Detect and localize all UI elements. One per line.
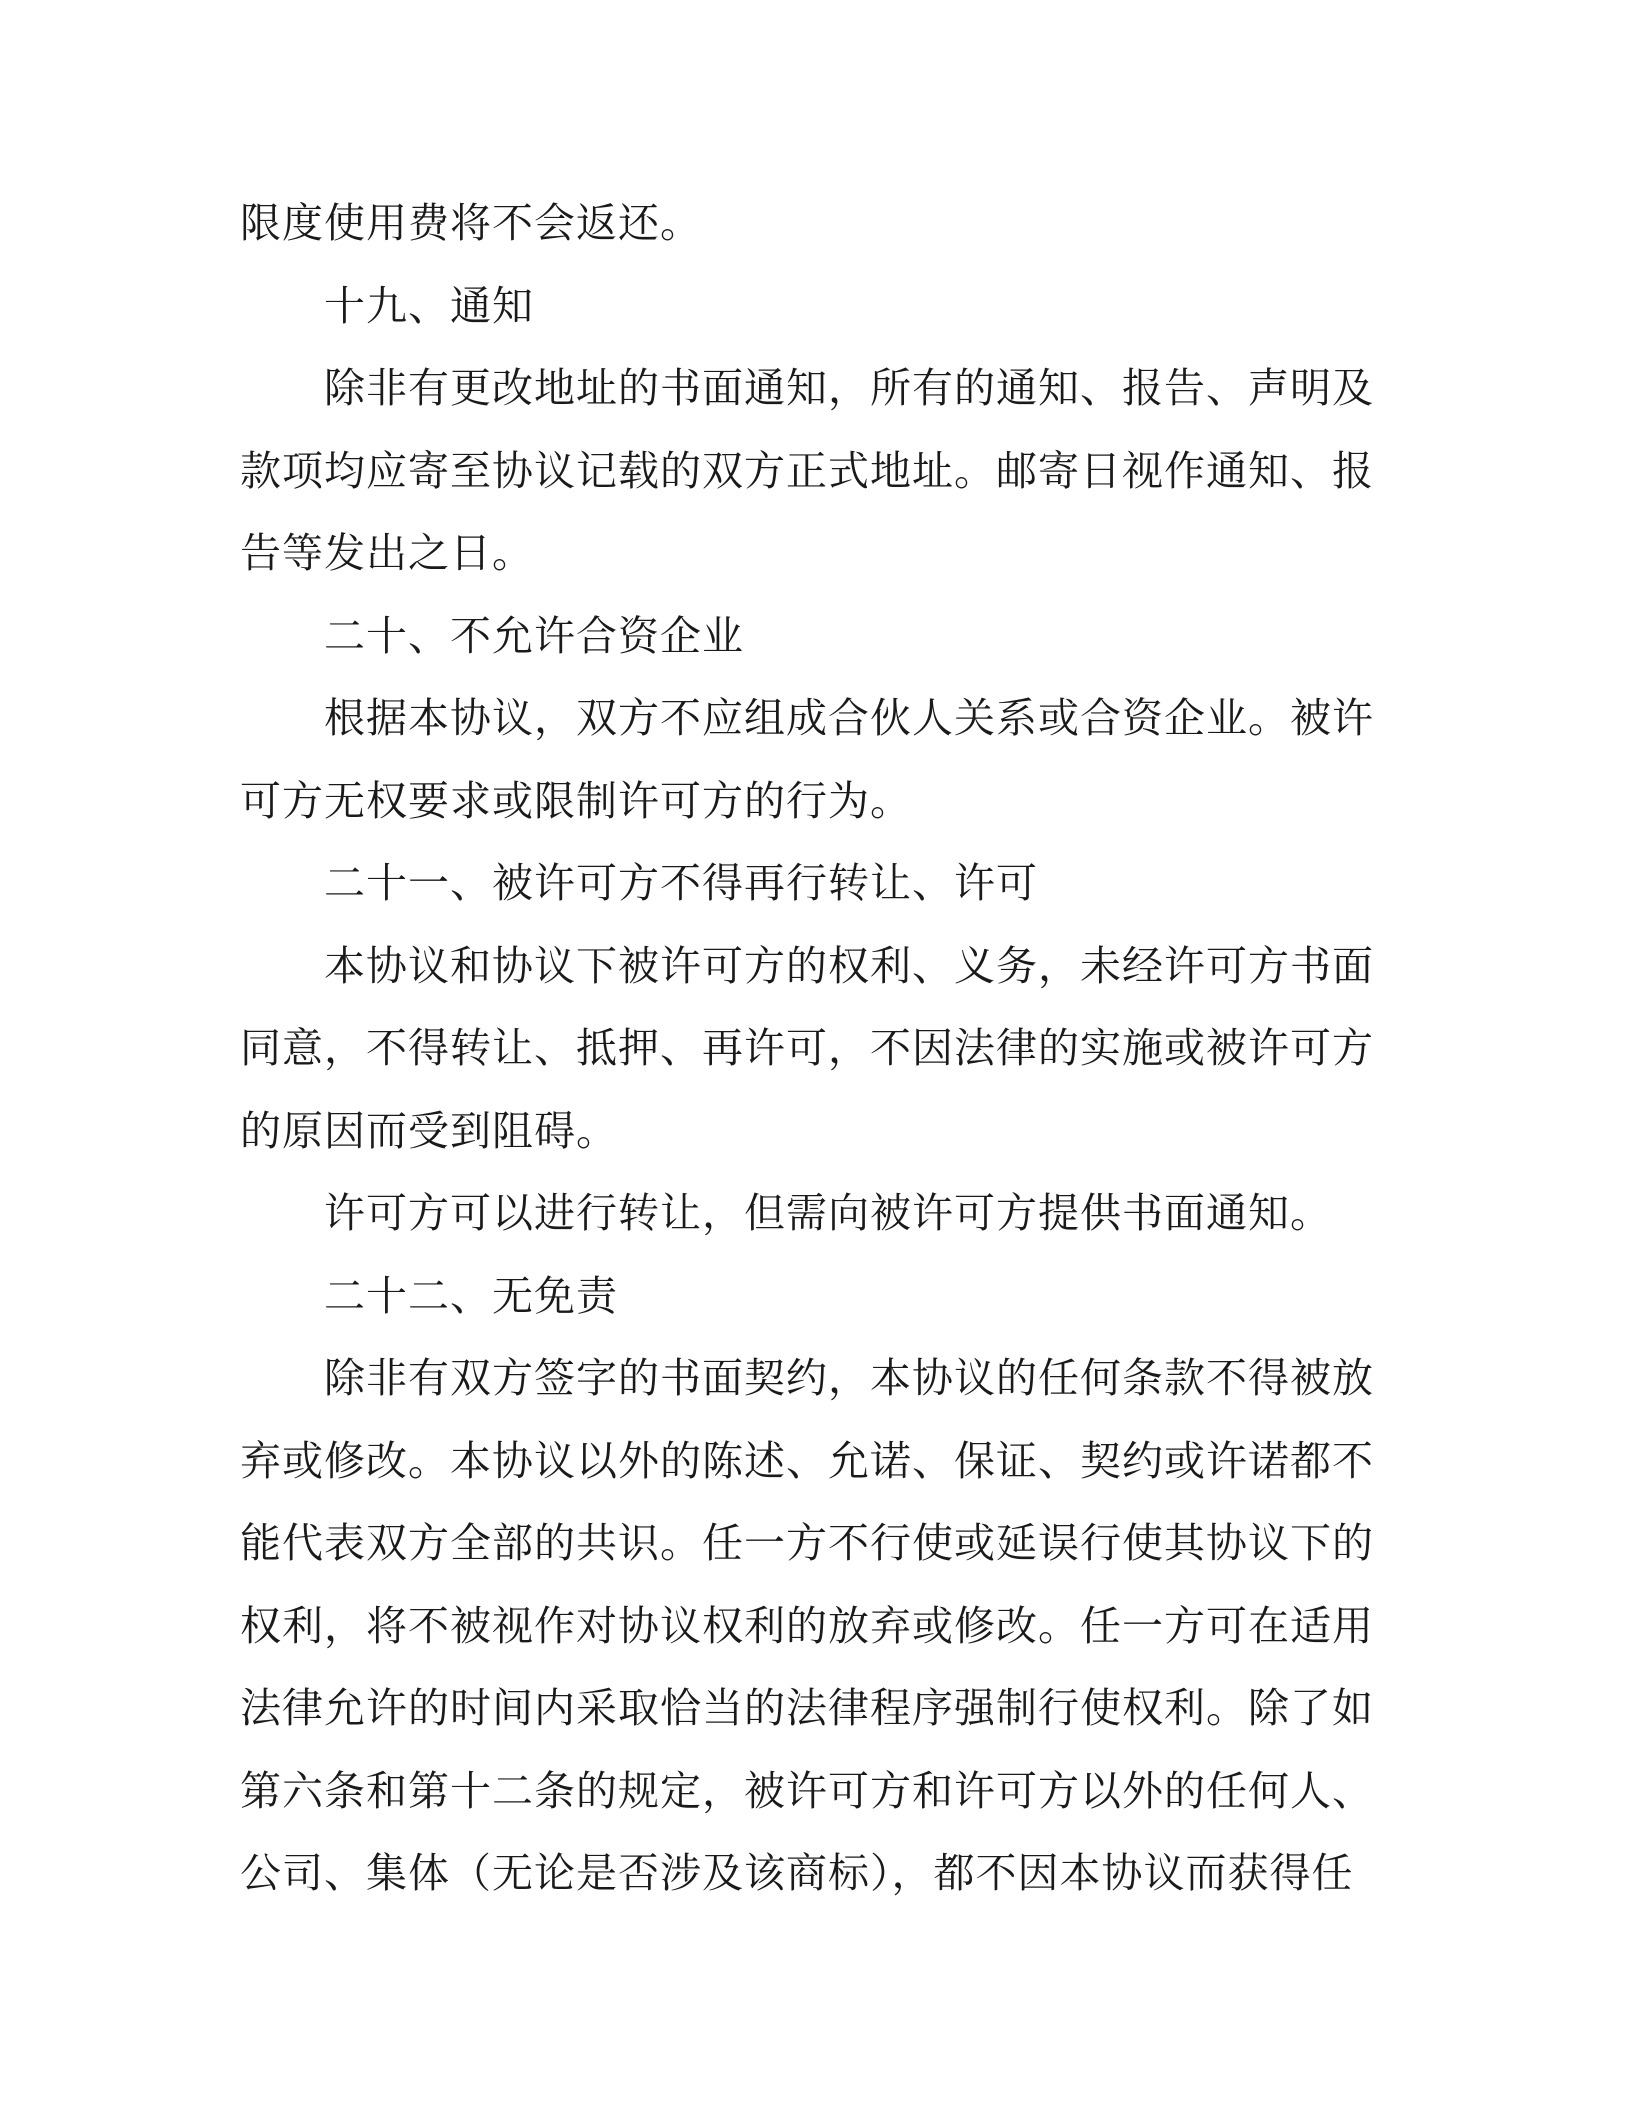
text-line: 本协议和协议下被许可方的权利、义务，未经许可方书面 — [324, 941, 1374, 990]
text-line: 根据本协议，双方不应组成合伙人关系或合资企业。被许 — [324, 694, 1374, 742]
text-line: 权利，将不被视作对协议权利的放弃或修改。任一方可在适用 — [240, 1601, 1374, 1650]
text-line: 可方无权要求或限制许可方的行为。 — [240, 776, 912, 825]
text-line: 法律允许的时间内采取恰当的法律程序强制行使权利。除了如 — [240, 1684, 1374, 1732]
section-heading-19: 十九、通知 — [324, 281, 534, 330]
text-line: 弃或修改。本协议以外的陈述、允诺、保证、契约或许诺都不 — [240, 1436, 1374, 1485]
section-heading-20: 二十、不允许合资企业 — [324, 611, 744, 660]
text-line: 除非有双方签字的书面契约，本协议的任何条款不得被放 — [324, 1354, 1374, 1402]
text-line: 限度使用费将不会返还。 — [240, 199, 702, 247]
text-line: 的原因而受到阻碍。 — [240, 1106, 618, 1155]
text-line: 第六条和第十二条的规定，被许可方和许可方以外的任何人、 — [240, 1766, 1374, 1815]
text-line: 许可方可以进行转让，但需向被许可方提供书面通知。 — [324, 1189, 1332, 1237]
text-line: 除非有更改地址的书面通知，所有的通知、报告、声明及 — [324, 364, 1374, 412]
document-body — [240, 182, 1380, 1915]
text-line: 款项均应寄至协议记载的双方正式地址。邮寄日视作通知、报 — [240, 446, 1374, 495]
text-line: 公司、集体（无论是否涉及该商标），都不因本协议而获得任 — [240, 1849, 1354, 1897]
text-line: 能代表双方全部的共识。任一方不行使或延误行使其协议下的 — [240, 1519, 1374, 1567]
section-heading-22: 二十二、无免责 — [324, 1271, 618, 1320]
text-line: 告等发出之日。 — [240, 529, 534, 577]
section-heading-21: 二十一、被许可方不得再行转让、许可 — [324, 859, 1038, 907]
text-line: 同意，不得转让、抵押、再许可，不因法律的实施或被许可方 — [240, 1024, 1374, 1072]
